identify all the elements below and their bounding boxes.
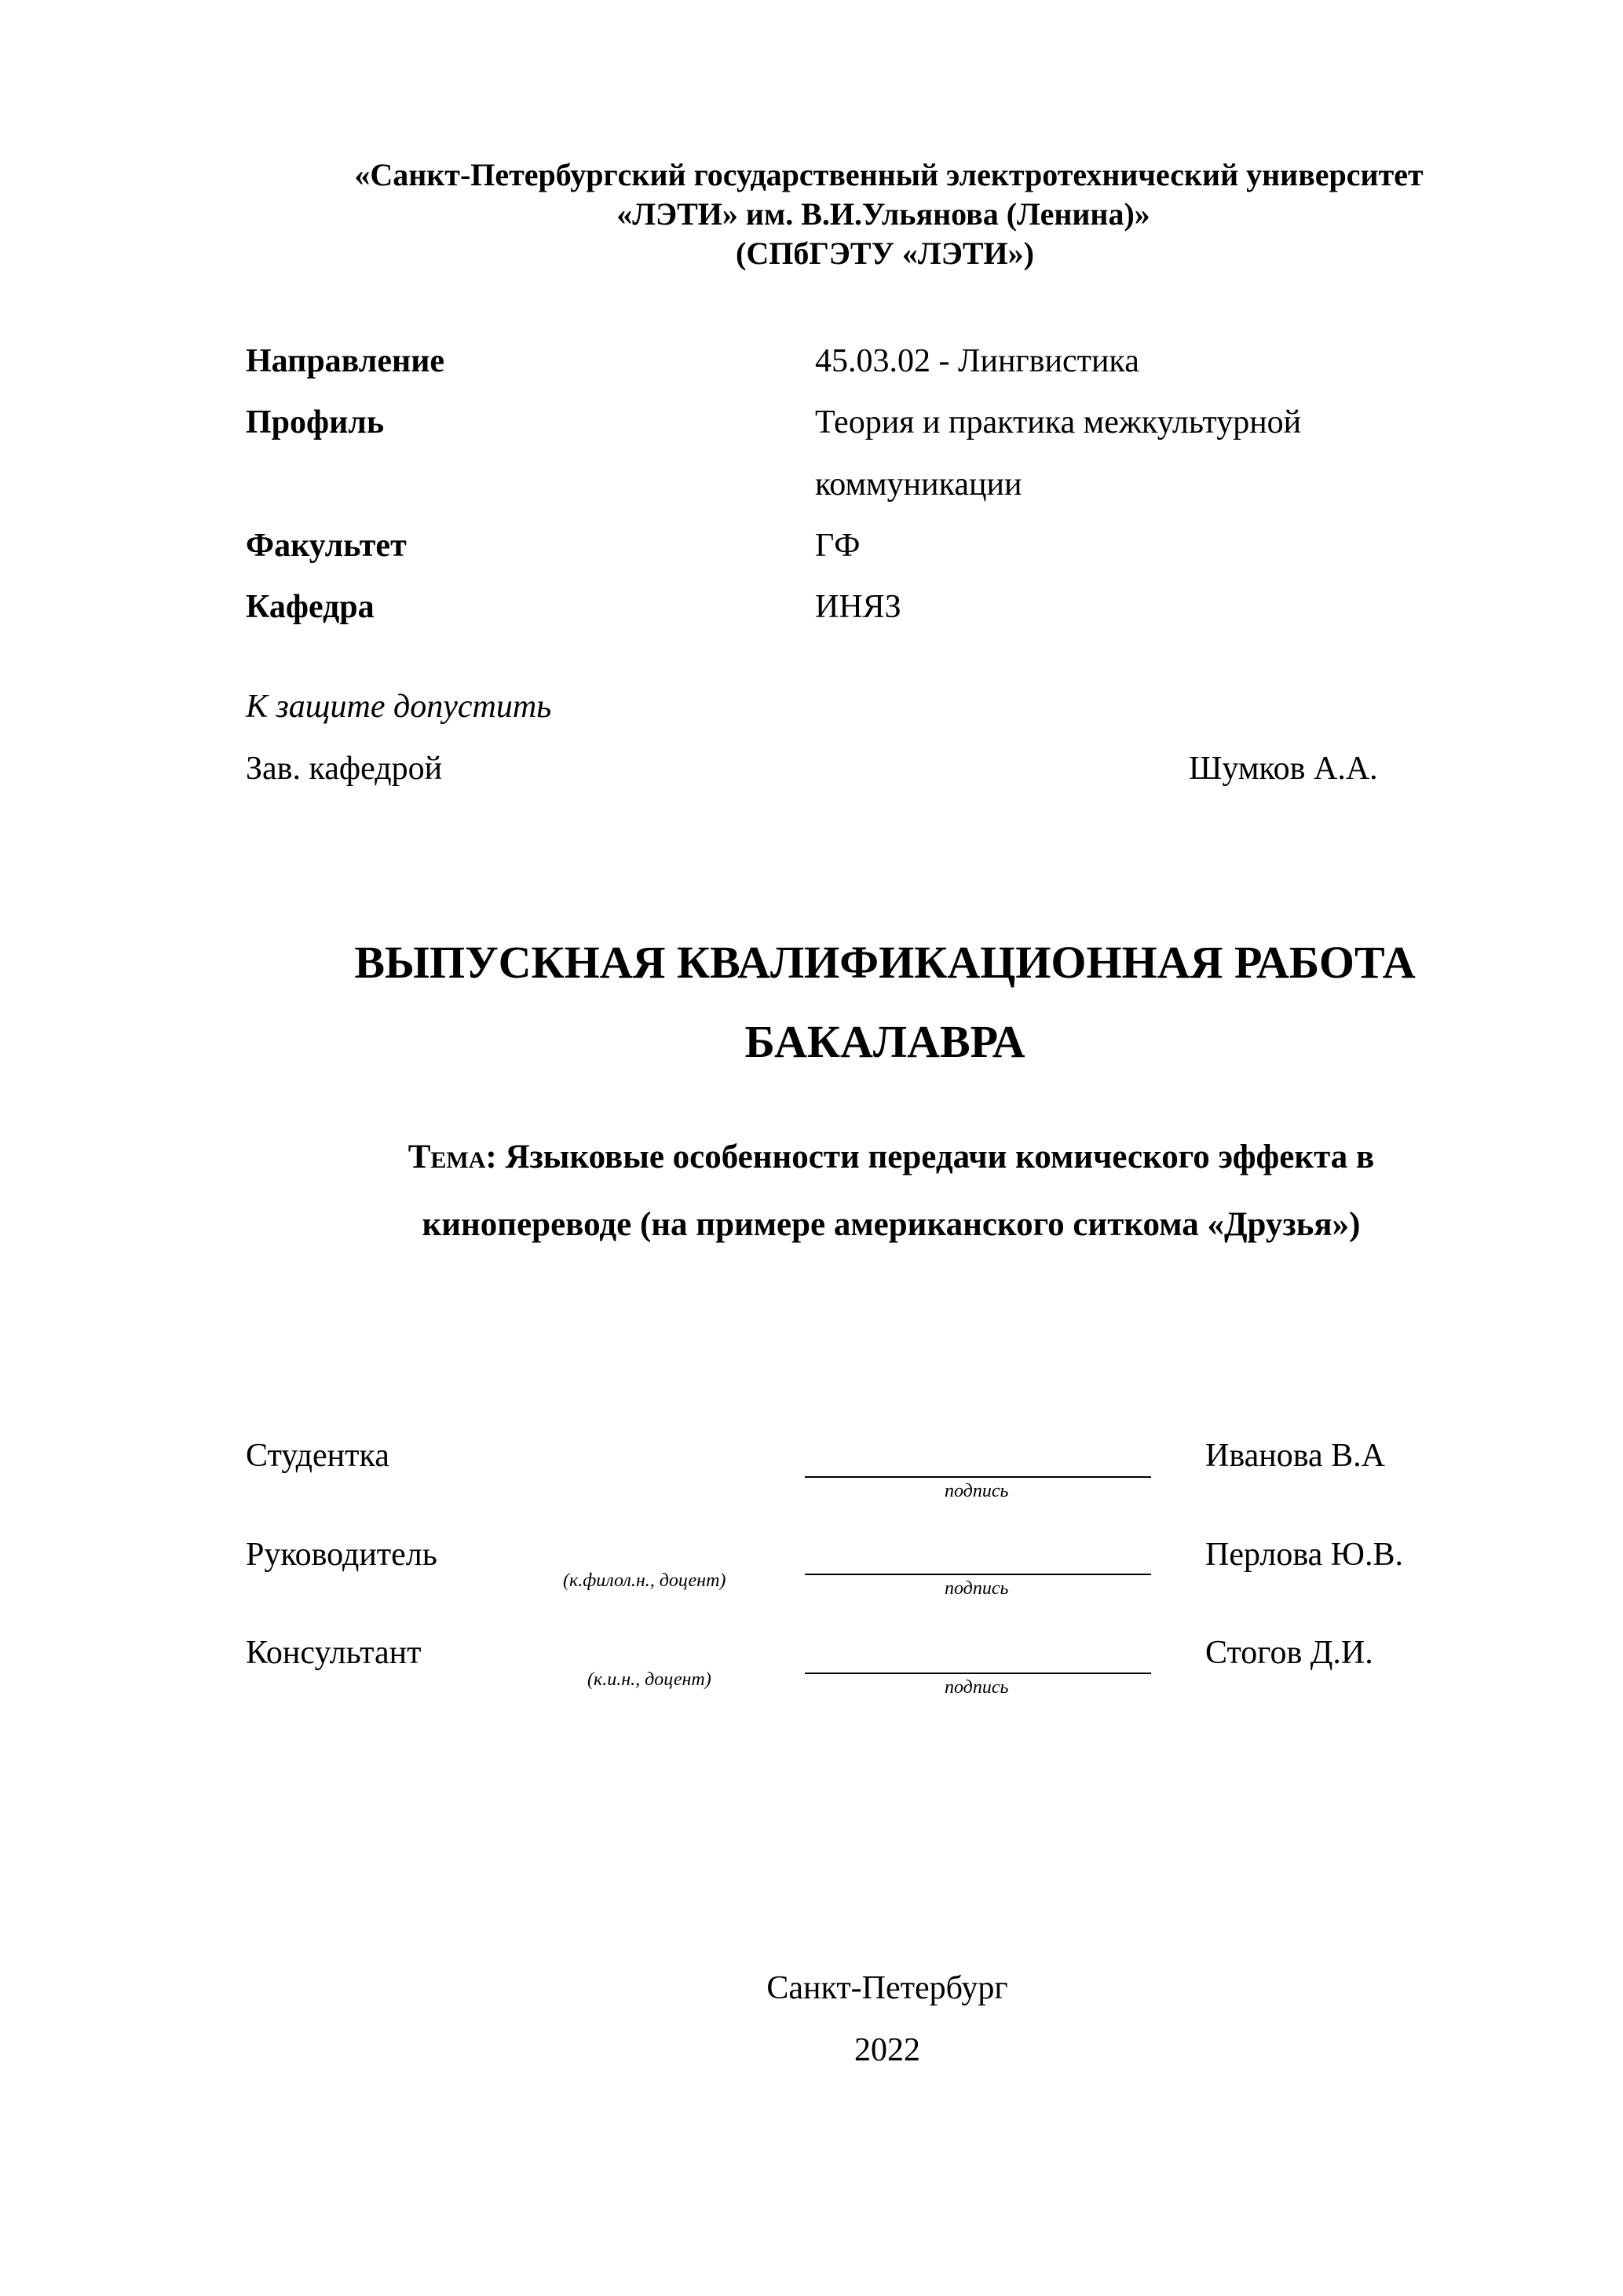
approval-name: Шумков А.А. <box>1189 751 1378 787</box>
signature-name-consultant: Стогов Д.И. <box>1205 1635 1373 1671</box>
signature-line-student <box>805 1476 1151 1478</box>
topic-line1 <box>0 1135 1623 1179</box>
topic-line2: кинопереводе (на примере американского ситкома «Друзья») <box>422 1206 1361 1243</box>
field-label-profile: Профиль <box>246 404 385 441</box>
topic-text-line1: : Языковые особенности передачи комического эффекта в <box>485 1139 1375 1175</box>
signature-role-consultant: Консультант <box>246 1635 422 1671</box>
footer-year: 2022 <box>854 2032 920 2068</box>
field-value-faculty: ГФ <box>815 528 861 564</box>
signature-role-student: Студентка <box>246 1438 389 1474</box>
field-label-faculty: Факультет <box>246 528 407 564</box>
approval-role: Зав. кафедрой <box>246 751 443 787</box>
university-name-line1: «Санкт-Петербургский государственный электротехнический университет <box>354 157 1424 192</box>
signature-line-supervisor <box>805 1574 1151 1575</box>
signature-role-supervisor: Руководитель <box>246 1537 437 1573</box>
signature-caption-supervisor: подпись <box>945 1578 1009 1599</box>
signature-caption-consultant: подпись <box>945 1677 1009 1698</box>
signature-degree-consultant: (к.и.н., доцент) <box>587 1669 711 1690</box>
footer-city: Санкт-Петербург <box>766 1970 1008 2006</box>
signature-degree-supervisor: (к.филол.н., доцент) <box>563 1570 726 1591</box>
field-label-direction: Направление <box>246 343 445 379</box>
field-label-department: Кафедра <box>246 589 375 625</box>
thesis-title-line1: ВЫПУСКНАЯ КВАЛИФИКАЦИОННАЯ РАБОТА <box>354 937 1416 988</box>
signature-caption-student: подпись <box>945 1481 1009 1501</box>
university-abbreviation: (СПбГЭТУ «ЛЭТИ») <box>736 236 1034 271</box>
signature-name-supervisor: Перлова Ю.В. <box>1205 1537 1403 1573</box>
field-value-department: ИНЯЗ <box>815 589 901 625</box>
university-name-line2: «ЛЭТИ» им. В.И.Ульянова (Ленина)» <box>616 196 1150 232</box>
signature-line-consultant <box>805 1673 1151 1674</box>
topic-prefix: Тема <box>408 1139 486 1175</box>
field-value-direction: 45.03.02 - Лингвистика <box>815 343 1139 379</box>
approval-admit-text: К защите допустить <box>246 689 552 725</box>
signature-name-student: Иванова В.А <box>1205 1438 1385 1474</box>
field-value-profile: Теория и практика межкультурной <box>815 404 1302 441</box>
field-value-profile-cont: коммуникации <box>815 466 1022 503</box>
thesis-title-line2: БАКАЛАВРА <box>744 1016 1025 1067</box>
